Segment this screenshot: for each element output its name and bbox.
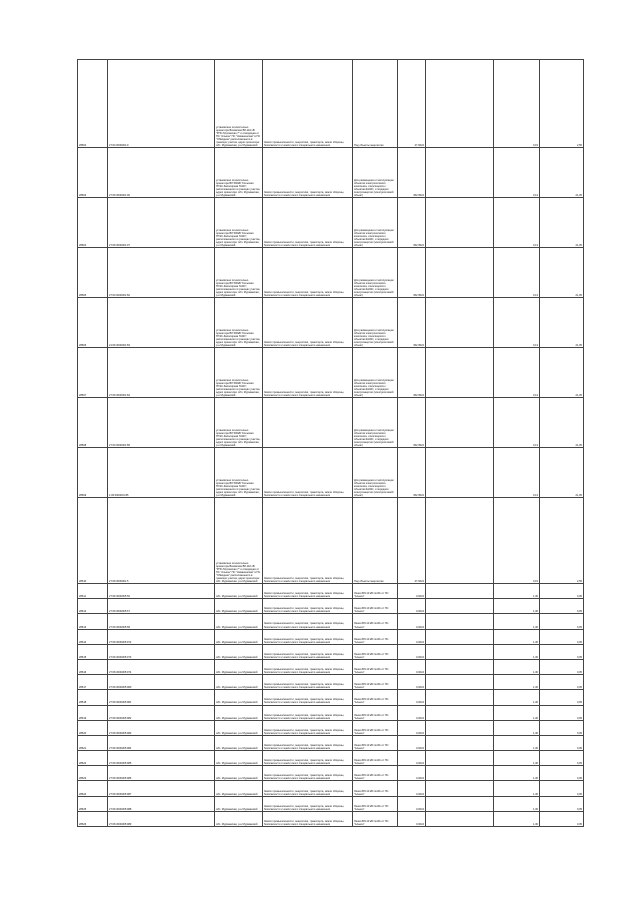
cell-tax: 2,55	[540, 60, 584, 148]
cell-tax: 0,05	[540, 599, 584, 614]
table-row	[78, 751, 584, 766]
cell-place: установлено относительно ориентира ВЛ 500кВ "Кольская ГРЭС-Заполярная ГАЭС", расположенного в границах участка, адрес ориентира: обл. Мурманская, р-н Мурманский	[215, 248, 263, 298]
cell-purpose: Линия ВЛ-10 кВ №101 от ПС "Алькон"	[353, 811, 398, 826]
cell-blank	[426, 781, 494, 796]
cell-category: Земли промышленности, энергетики, транспорта, земли обороны, безопасности и земли иного специального назначения	[263, 298, 353, 348]
cell-place: обл. Мурманская, р-н Мурманский	[215, 751, 263, 766]
cell-cadastral: 27:06:0000005:973	[108, 644, 215, 659]
cell-tax: 0,05	[540, 796, 584, 811]
cell-blank	[426, 751, 494, 766]
cell-blank	[426, 599, 494, 614]
cell-blank	[426, 766, 494, 781]
cell-area: 0,0024	[398, 690, 426, 705]
cell-tax: 0,05	[540, 629, 584, 644]
cell-category	[263, 398, 353, 448]
table-row	[78, 198, 584, 248]
cell-cadastral: 27:06:0000005:974	[108, 659, 215, 674]
cell-purpose: Для размещения и эксплуатации объектов электросетевого комплекса, относящихся к объектам ЕНЭС, и передачи электроэнергии (электросетевой объект)	[353, 448, 398, 498]
cell-place: обл. Мурманская, р-н Мурманский	[215, 735, 263, 750]
cell-category: Земли промышленности, энергетики, транспорта, земли обороны, безопасности и земли иного специального назначения	[263, 148, 353, 198]
cell-area: 0,0024	[398, 796, 426, 811]
cell-tax: 21,05	[540, 248, 584, 298]
cell-purpose: Линия ВЛ-10 кВ №101 от ПС "Алькон"	[353, 599, 398, 614]
cell-rate: 1,30	[494, 751, 540, 766]
cell-blank	[426, 690, 494, 705]
cell-cadastral: 21:06:0000001:83	[108, 298, 215, 348]
cell-place: обл. Мурманская, р-н Мурманский	[215, 629, 263, 644]
cell-blank	[426, 675, 494, 690]
cell-purpose: Линия ВЛ-10 кВ №101 от ПС "Алькон"	[353, 690, 398, 705]
cell-id: 28609	[78, 448, 108, 498]
cell-id: 28611	[78, 584, 108, 599]
cell-category: Земли промышленности, энергетики, транспорта, земли обороны, безопасности и земли иного специального назначения	[263, 644, 353, 659]
table-row	[78, 690, 584, 705]
cell-category: Земли промышленности, энергетики, транспорта, земли обороны, безопасности и земли иного специального назначения	[263, 498, 353, 584]
cell-area: 0,0024	[398, 720, 426, 735]
cell-purpose: Линия ВЛ-10 кВ №101 от ПС "Алькон"	[353, 766, 398, 781]
cell-area: 0,0024	[398, 614, 426, 629]
cell-blank	[426, 584, 494, 599]
cell-rate: 1,30	[494, 629, 540, 644]
cell-purpose: Для размещения и эксплуатации объектов электросетевого комплекса, относящихся к объектам ЕНЭС, и передачи электроэнергии (электросетевой объект)	[353, 348, 398, 398]
cell-cadastral: 27:06:0000005:989	[108, 811, 215, 826]
cell-place: обл. Мурманская, р-н Мурманский	[215, 644, 263, 659]
table-row	[78, 398, 584, 448]
cell-area: 0,0024	[398, 705, 426, 720]
cell-id: 28610	[78, 498, 108, 584]
cell-id: 28614	[78, 629, 108, 644]
cell-blank	[426, 248, 494, 298]
table-row	[78, 348, 584, 398]
cell-blank	[426, 720, 494, 735]
cell-cadastral: 27:06:0000005:983	[108, 720, 215, 735]
cell-rate: 1,30	[494, 690, 540, 705]
cell-id: 28618	[78, 690, 108, 705]
table-row	[78, 248, 584, 298]
cell-category: Земли промышленности, энергетики, транспорта, земли обороны, безопасности и земли иного специального назначения	[263, 60, 353, 148]
cell-category: Земли промышленности, энергетики, транспорта, земли обороны, безопасности и земли иного специального назначения	[263, 690, 353, 705]
cell-category: Земли промышленности, энергетики, транспорта, земли обороны, безопасности и земли иного специального назначения	[263, 248, 353, 298]
cell-area: 452,9524	[398, 398, 426, 448]
cell-purpose: Линия ВЛ-10 кВ №101 от ПС "Алькон"	[353, 644, 398, 659]
cell-id: 28603	[78, 148, 108, 198]
cell-place: обл. Мурманская, р-н Мурманский	[215, 614, 263, 629]
cell-cadastral: 27:06:0000005:988	[108, 796, 215, 811]
cell-tax: 0,05	[540, 614, 584, 629]
cell-rate: 1,30	[494, 705, 540, 720]
table-row	[78, 498, 584, 584]
cell-category: Земли промышленности, энергетики, транспорта, земли обороны, безопасности и земли иного специального назначения	[263, 751, 353, 766]
cell-rate: 1,30	[494, 796, 540, 811]
cell-rate: 0,13	[494, 198, 540, 248]
cell-tax: 0,05	[540, 751, 584, 766]
cell-id: 28617	[78, 675, 108, 690]
cell-id: 28625	[78, 796, 108, 811]
cell-place: установлено относительно ориентира ВЛ 500кВ "Кольская ГРЭС-Заполярная ГАЭС", расположенного в границах участка, адрес ориентира: обл. Мурманская, р-н Мурманский	[215, 448, 263, 498]
cell-purpose: Линия ВЛ-10 кВ №101 от ПС "Алькон"	[353, 659, 398, 674]
cell-blank	[426, 644, 494, 659]
cell-place: обл. Мурманская, р-н Мурманский	[215, 781, 263, 796]
table-row	[78, 720, 584, 735]
table-row	[78, 735, 584, 750]
cell-rate: 1,30	[494, 766, 540, 781]
cell-id: 28622	[78, 751, 108, 766]
cell-purpose: Для размещения и эксплуатации объектов электросетевого комплекса, относящихся к объектам ЕНЭС, и передачи электроэнергии (электросетевой объект)	[353, 198, 398, 248]
cell-id: 28607	[78, 348, 108, 398]
cell-cadastral: 27:06:0000005:66	[108, 584, 215, 599]
cell-blank	[426, 448, 494, 498]
cell-area: 452,9524	[398, 198, 426, 248]
cell-purpose: Для размещения и эксплуатации объектов электросетевого комплекса, относящихся к объектам ЕНЭС, и передачи электроэнергии (электросетевой объект)	[353, 248, 398, 298]
cell-rate: 0,15	[494, 498, 540, 584]
cell-place: обл. Мурманская, р-н Мурманский	[215, 659, 263, 674]
cell-purpose: Линия ВЛ-10 кВ №101 от ПС "Алькон"	[353, 735, 398, 750]
cell-blank	[426, 298, 494, 348]
cell-purpose: Линия ВЛ-10 кВ №101 от ПС "Алькон"	[353, 584, 398, 599]
cell-category: Земли промышленности, энергетики, транспорта, земли обороны, безопасности и земли иного специального назначения	[263, 599, 353, 614]
cell-area: 0,0024	[398, 751, 426, 766]
cell-cadastral: 27:06:0000005:986	[108, 766, 215, 781]
cell-rate: 1,30	[494, 781, 540, 796]
cell-area: 452,9524	[398, 448, 426, 498]
cell-blank	[426, 148, 494, 198]
cell-rate: 1,30	[494, 659, 540, 674]
cell-id: 28602	[78, 60, 108, 148]
table-row	[78, 766, 584, 781]
table-row	[78, 811, 584, 826]
cell-cadastral: 1:06:0000001:86	[108, 448, 215, 498]
cell-id: 28623	[78, 766, 108, 781]
cell-id: 28608	[78, 398, 108, 448]
cell-rate: 1,30	[494, 735, 540, 750]
cell-rate: 0,13	[494, 398, 540, 448]
cell-area: 452,9524	[398, 248, 426, 298]
cell-id: 28620	[78, 720, 108, 735]
cell-rate: 0,13	[494, 348, 540, 398]
cell-category: Земли промышленности, энергетики, транспорта, земли обороны, безопасности и земли иного специального назначения	[263, 348, 353, 398]
cell-id: 28604	[78, 198, 108, 248]
table-row	[78, 629, 584, 644]
table-row	[78, 298, 584, 348]
cell-cadastral: 27:04:0000001:85	[108, 398, 215, 448]
cell-area: 452,9524	[398, 298, 426, 348]
cell-blank	[426, 614, 494, 629]
cell-purpose: Линия ВЛ-10 кВ №101 от ПС "Алькон"	[353, 796, 398, 811]
cell-tax: 21,05	[540, 448, 584, 498]
cell-cadastral: 27:06:0000001:96	[108, 148, 215, 198]
cell-tax: 21,05	[540, 398, 584, 448]
cell-area: 0,0024	[398, 599, 426, 614]
cell-purpose: Линия ВЛ-10 кВ №101 от ПС "Алькон"	[353, 614, 398, 629]
cell-rate: 1,30	[494, 599, 540, 614]
cell-area: 27,6624	[398, 498, 426, 584]
cell-tax: 0,05	[540, 644, 584, 659]
cell-id: 28619	[78, 705, 108, 720]
cell-area: 0,0024	[398, 584, 426, 599]
cell-area: 452,9524	[398, 348, 426, 398]
cell-category: Земли промышленности, энергетики, транспорта, земли обороны, безопасности и земли иного специального назначения	[263, 675, 353, 690]
cell-id: 28613	[78, 614, 108, 629]
cell-place: установлено относительно ориентира ВЛ 500кВ "Кольская ГРЭС-Заполярная ГАЭС", расположенного в границах участка, адрес ориентира: обл. Мурманская, р-н Мурманский	[215, 148, 263, 198]
cell-tax: 21,05	[540, 198, 584, 248]
cell-tax: 0,05	[540, 659, 584, 674]
cell-cadastral: 27:06:0000001:97	[108, 198, 215, 248]
cell-id: 28606	[78, 298, 108, 348]
cell-purpose: Линия ВЛ-10 кВ №101 от ПС "Алькон"	[353, 629, 398, 644]
cell-blank	[426, 796, 494, 811]
cell-category: Земли промышленности, энергетики, транспорта, земли обороны, безопасности и земли иного специального назначения	[263, 198, 353, 248]
cell-blank	[426, 198, 494, 248]
cell-rate: 1,30	[494, 614, 540, 629]
cell-place: установлено относительно ориентира ВЛ 500кВ "Кольская ГРЭС-Заполярная ГАЭС", расположенного в границах участка, адрес ориентира: обл. Мурманская, р-н Мурманский	[215, 398, 263, 448]
land-tax-table	[77, 59, 584, 827]
cell-area: 452,9524	[398, 148, 426, 198]
cell-rate: 0,15	[494, 60, 540, 148]
cell-blank	[426, 398, 494, 448]
cell-place: обл. Мурманская, р-н Мурманский	[215, 796, 263, 811]
table-row	[78, 796, 584, 811]
cell-blank	[426, 348, 494, 398]
cell-tax: 0,05	[540, 705, 584, 720]
table-row	[78, 644, 584, 659]
cell-purpose: Под объекты энергетики	[353, 60, 398, 148]
cell-area: 0,0024	[398, 659, 426, 674]
cell-purpose: Для размещения и эксплуатации объектов электросетевого комплекса, относящихся к объектам ЕНЭС, и передачи электроэнергии (электросетевой объект)	[353, 398, 398, 448]
cell-category: Земли промышленности, энергетики, транспорта, земли обороны, безопасности и земли иного специального назначения	[263, 796, 353, 811]
cell-purpose: Линия ВЛ-10 кВ №101 от ПС "Алькон"	[353, 751, 398, 766]
table-row	[78, 599, 584, 614]
cell-area: 0,0024	[398, 811, 426, 826]
cell-cadastral: 27:06:0000001:84	[108, 348, 215, 398]
cell-tax: 2,55	[540, 498, 584, 584]
cell-place: обл. Мурманская, р-н Мурманский	[215, 705, 263, 720]
cell-cadastral: 27:06:0000001:5	[108, 498, 215, 584]
cell-category: Земли промышленности, энергетики, транспорта, земли обороны, безопасности и земли иного специального назначения	[263, 614, 353, 629]
cell-category: Земли промышленности, энергетики, транспорта, земли обороны, безопасности и земли иного специального назначения	[263, 629, 353, 644]
cell-purpose: Для размещения и эксплуатации объектов электросетевого комплекса, относящихся к объектам ЕНЭС, и передачи электроэнергии (электросетевой объект)	[353, 298, 398, 348]
cell-category: Земли промышленности, энергетики, транспорта, земли обороны, безопасности и земли иного специального назначения	[263, 811, 353, 826]
cell-purpose: Линия ВЛ-10 кВ №101 от ПС "Алькон"	[353, 720, 398, 735]
cell-cadastral: 27:06:0000005:972	[108, 629, 215, 644]
cell-category: Земли промышленности, энергетики, транспорта, земли обороны, безопасности и земли иного специального назначения	[263, 766, 353, 781]
table-row	[78, 614, 584, 629]
cell-purpose: Линия ВЛ-10 кВ №101 от ПС "Алькон"	[353, 705, 398, 720]
cell-id: 28621	[78, 735, 108, 750]
cell-rate: 1,30	[494, 644, 540, 659]
table-row	[78, 675, 584, 690]
table-row	[78, 448, 584, 498]
cell-category: Земли промышленности, энергетики, транспорта, земли обороны, безопасности и земли иного специального назначения	[263, 705, 353, 720]
cell-rate: 0,13	[494, 248, 540, 298]
cell-tax: 0,05	[540, 735, 584, 750]
cell-tax: 0,05	[540, 811, 584, 826]
cell-place: обл. Мурманская, р-н Мурманский	[215, 675, 263, 690]
cell-cadastral: 27:06:0000005:984	[108, 735, 215, 750]
cell-area: 27,6624	[398, 60, 426, 148]
cell-blank	[426, 811, 494, 826]
cell-cadastral: 27:06:0000005:987	[108, 781, 215, 796]
cell-rate: 0,13	[494, 448, 540, 498]
cell-cadastral: 27:06:0000005:68	[108, 614, 215, 629]
cell-blank	[426, 629, 494, 644]
cell-rate: 0,13	[494, 148, 540, 198]
cell-tax: 21,05	[540, 348, 584, 398]
table-row	[78, 148, 584, 198]
cell-category: Земли промышленности, энергетики, транспорта, земли обороны, безопасности и земли иного специального назначения	[263, 735, 353, 750]
cell-place: обл. Мурманская, р-н Мурманский	[215, 584, 263, 599]
cell-id: 28605	[78, 248, 108, 298]
cell-area: 0,0024	[398, 675, 426, 690]
cell-cadastral: 27:06:0000005:67	[108, 599, 215, 614]
cell-place: обл. Мурманская, р-н Мурманский	[215, 599, 263, 614]
table-row	[78, 60, 584, 148]
cell-purpose: Линия ВЛ-10 кВ №101 от ПС "Алькон"	[353, 675, 398, 690]
cell-tax: 0,05	[540, 781, 584, 796]
cell-id: 28615	[78, 644, 108, 659]
table-row	[78, 705, 584, 720]
cell-category: Земли промышленности, энергетики, транспорта, земли обороны, безопасности и земли иного специального назначения	[263, 781, 353, 796]
cell-rate: 0,13	[494, 298, 540, 348]
cell-place: обл. Мурманская, р-н Мурманский	[215, 811, 263, 826]
cell-cadastral: 27:06:0000005:981	[108, 690, 215, 705]
cell-tax: 0,05	[540, 766, 584, 781]
cell-area: 0,0024	[398, 735, 426, 750]
cell-cadastral: 27:06:0000005:982	[108, 705, 215, 720]
cell-cadastral: 27:04:0000001:9	[108, 60, 215, 148]
cell-place: обл. Мурманская, р-н Мурманский	[215, 690, 263, 705]
cell-blank	[426, 705, 494, 720]
cell-category: Земли промышленности, энергетики, транспорта, земли обороны, безопасности и земли иного специального назначения	[263, 659, 353, 674]
cell-tax: 0,05	[540, 690, 584, 705]
cell-cadastral: 27:06:0000005:980	[108, 675, 215, 690]
cell-place: установлено относительно ориентира Вязовская ВЛ-110 кВ "РПС-Мухомская 7" и отводящая от ПС "Алькон" ПС "Ниванинская" в ПС "Обводная" расположенного в границах участка, адрес ориентира: обл. Мурманская, р-н Мурманский	[215, 498, 263, 584]
cell-area: 0,0024	[398, 766, 426, 781]
cell-id: 28624	[78, 781, 108, 796]
cell-category: Земли промышленности, энергетики, транспорта, земли обороны, безопасности и земли иного специального назначения	[263, 720, 353, 735]
cell-area: 0,0024	[398, 644, 426, 659]
cell-tax: 0,05	[540, 675, 584, 690]
cell-purpose: Для размещения и эксплуатации объектов электросетевого комплекса, относящихся к объектам ЕНЭС, и передачи электроэнергии (электросетевой объект)	[353, 148, 398, 198]
cell-cadastral: 27:06:0000005:985	[108, 751, 215, 766]
cell-place: обл. Мурманская, р-н Мурманский	[215, 720, 263, 735]
cell-purpose: Под объекты энергетики	[353, 498, 398, 584]
cell-place: установлено относительно ориентира Вязовская ВЛ-110 кВ "РПС-Мухомская 7" и отводящая от ПС "Алькон" ПС "Ниванинская" в ПС "Обводная" расположенного в границах участка, адрес ориентира: обл. Мурманская, р-н Мурманский	[215, 60, 263, 148]
cell-rate: 1,30	[494, 584, 540, 599]
cell-category: Земли промышленности, энергетики, транспорта, земли обороны, безопасности и земли иного специального назначения	[263, 448, 353, 498]
cell-rate: 1,30	[494, 811, 540, 826]
cell-tax: 0,05	[540, 584, 584, 599]
cell-place: обл. Мурманская, р-н Мурманский	[215, 766, 263, 781]
cell-blank	[426, 60, 494, 148]
cell-blank	[426, 659, 494, 674]
cell-id: 28626	[78, 811, 108, 826]
table-body	[78, 60, 584, 827]
table-row	[78, 781, 584, 796]
cell-area: 0,0024	[398, 629, 426, 644]
cell-place: установлено относительно ориентира ВЛ 500кВ "Кольская ГРЭС-Заполярная ГАЭС", расположенного в границах участка, адрес ориентира: обл. Мурманская, р-н Мурманский	[215, 298, 263, 348]
table-row	[78, 584, 584, 599]
cell-purpose: Линия ВЛ-10 кВ №101 от ПС "Алькон"	[353, 781, 398, 796]
cell-tax: 0,05	[540, 720, 584, 735]
cell-place: установлено относительно ориентира ВЛ 500кВ "Кольская ГРЭС-Заполярная ГАЭС", расположенного в границах участка, адрес ориентира: обл. Мурманская, р-н Мурманский	[215, 348, 263, 398]
cell-tax: 21,05	[540, 298, 584, 348]
table-row	[78, 659, 584, 674]
cell-place: установлено относительно ориентира ВЛ 500кВ "Кольская ГРЭС-Заполярная ГАЭС", расположенного в границах участка, адрес ориентира: обл. Мурманская, р-н Мурманский	[215, 198, 263, 248]
cell-rate: 1,30	[494, 720, 540, 735]
cell-category: Земли промышленности, энергетики, транспорта, земли обороны, безопасности и земли иного специального назначения	[263, 584, 353, 599]
cell-rate: 1,30	[494, 675, 540, 690]
cell-id: 28616	[78, 659, 108, 674]
cell-cadastral: 27:04:0000001:82	[108, 248, 215, 298]
cell-tax: 21,05	[540, 148, 584, 198]
cell-area: 0,0024	[398, 781, 426, 796]
cell-blank	[426, 498, 494, 584]
cell-id: 28612	[78, 599, 108, 614]
cell-blank	[426, 735, 494, 750]
